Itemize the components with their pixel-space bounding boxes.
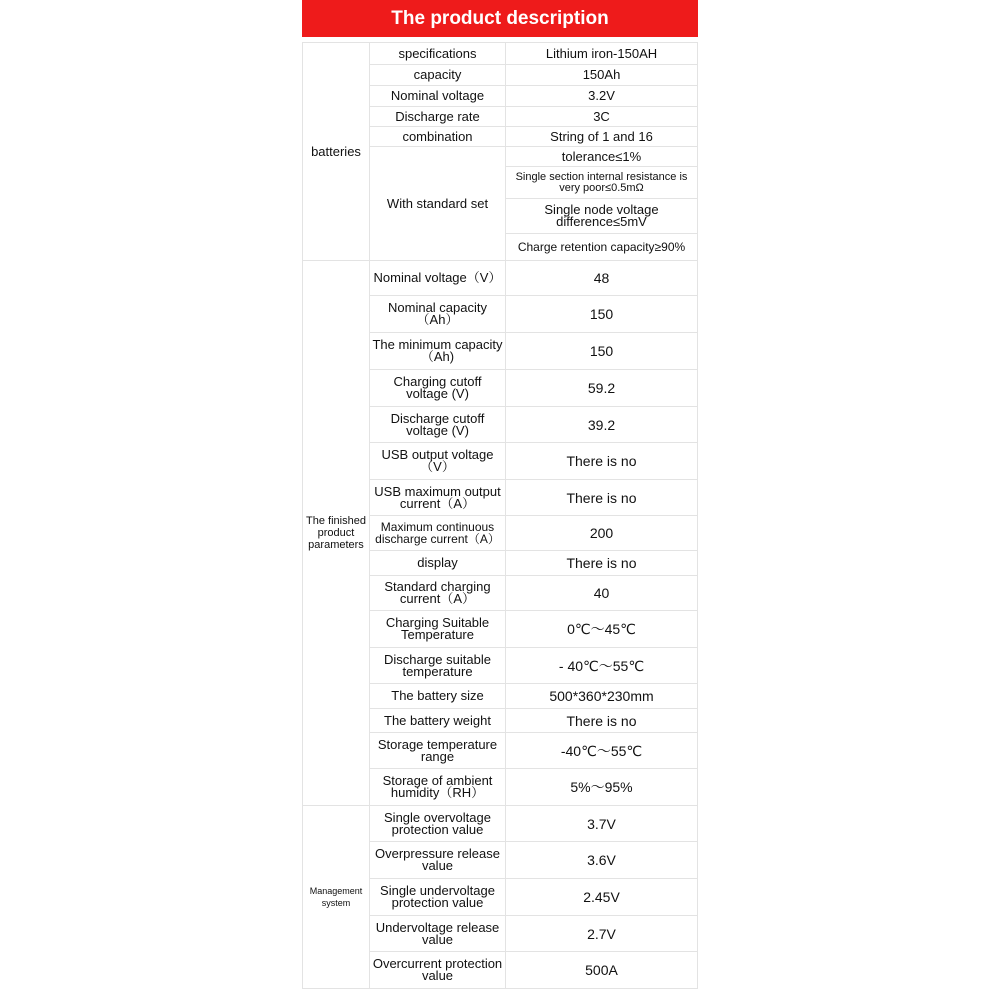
row-value: There is no [506, 709, 698, 733]
row-label: Charging cutoff voltage (V) [370, 370, 506, 407]
row-label: Discharge rate [370, 107, 506, 127]
row-label: capacity [370, 65, 506, 86]
row-value: 48 [506, 261, 698, 296]
row-value: 3.6V [506, 842, 698, 879]
row-value: 200 [506, 516, 698, 551]
row-label: Undervoltage release value [370, 916, 506, 952]
row-label: Single undervoltage protection value [370, 879, 506, 916]
row-label: Overcurrent protection value [370, 952, 506, 989]
row-label: Charging Suitable Temperature [370, 611, 506, 648]
row-label: The minimum capacity（Ah) [370, 333, 506, 370]
row-label: specifications [370, 43, 506, 65]
product-spec-table [302, 42, 698, 989]
row-label: Discharge suitable temperature [370, 648, 506, 684]
row-value: Single node voltage difference≤5mV [506, 199, 698, 234]
row-value: Single section internal resistance is very poor≤0.5mΩ [506, 167, 698, 199]
row-label: Storage temperature range [370, 733, 506, 769]
row-label: USB maximum output current（A） [370, 480, 506, 516]
table-row [303, 806, 698, 842]
row-label: The battery size [370, 684, 506, 709]
row-label: USB output voltage（V） [370, 443, 506, 480]
row-value: -40℃～55℃ [506, 733, 698, 769]
row-value: 59.2 [506, 370, 698, 407]
row-label: With standard set [370, 147, 506, 261]
row-label: Maximum continuous discharge current（A） [370, 516, 506, 551]
row-label: Discharge cutoff voltage (V) [370, 407, 506, 443]
row-label: display [370, 551, 506, 576]
row-label: The battery weight [370, 709, 506, 733]
row-value: tolerance≤1% [506, 147, 698, 167]
row-value: 150 [506, 333, 698, 370]
row-label: Nominal capacity（Ah） [370, 296, 506, 333]
row-label: Nominal voltage（V） [370, 261, 506, 296]
row-value: 39.2 [506, 407, 698, 443]
row-label: Nominal voltage [370, 86, 506, 107]
row-label: Standard charging current（A） [370, 576, 506, 611]
row-value: 3.2V [506, 86, 698, 107]
row-value: There is no [506, 443, 698, 480]
page-title: The product description [391, 7, 609, 29]
table-row [303, 261, 698, 296]
group-label-batteries: batteries [303, 43, 370, 261]
row-value: 3C [506, 107, 698, 127]
row-value: 2.45V [506, 879, 698, 916]
row-value: 3.7V [506, 806, 698, 842]
row-value: 500A [506, 952, 698, 989]
row-value: There is no [506, 480, 698, 516]
row-value: 500*360*230mm [506, 684, 698, 709]
row-value: 150 [506, 296, 698, 333]
row-label: Overpressure release value [370, 842, 506, 879]
row-value: 0℃～45℃ [506, 611, 698, 648]
row-value: - 40℃～55℃ [506, 648, 698, 684]
group-label-management: Management system [303, 806, 370, 989]
row-value: 40 [506, 576, 698, 611]
row-value: 150Ah [506, 65, 698, 86]
row-value: 2.7V [506, 916, 698, 952]
row-value: 5%～95% [506, 769, 698, 806]
row-value: String of 1 and 16 [506, 127, 698, 147]
page-header [302, 0, 698, 37]
row-label: Storage of ambient humidity（RH） [370, 769, 506, 806]
row-value: Lithium iron-150AH [506, 43, 698, 65]
table-row [303, 43, 698, 65]
row-label: combination [370, 127, 506, 147]
row-value: There is no [506, 551, 698, 576]
row-label: Single overvoltage protection value [370, 806, 506, 842]
row-value: Charge retention capacity≥90% [506, 234, 698, 261]
group-label-finished: The finished product parameters [303, 261, 370, 806]
